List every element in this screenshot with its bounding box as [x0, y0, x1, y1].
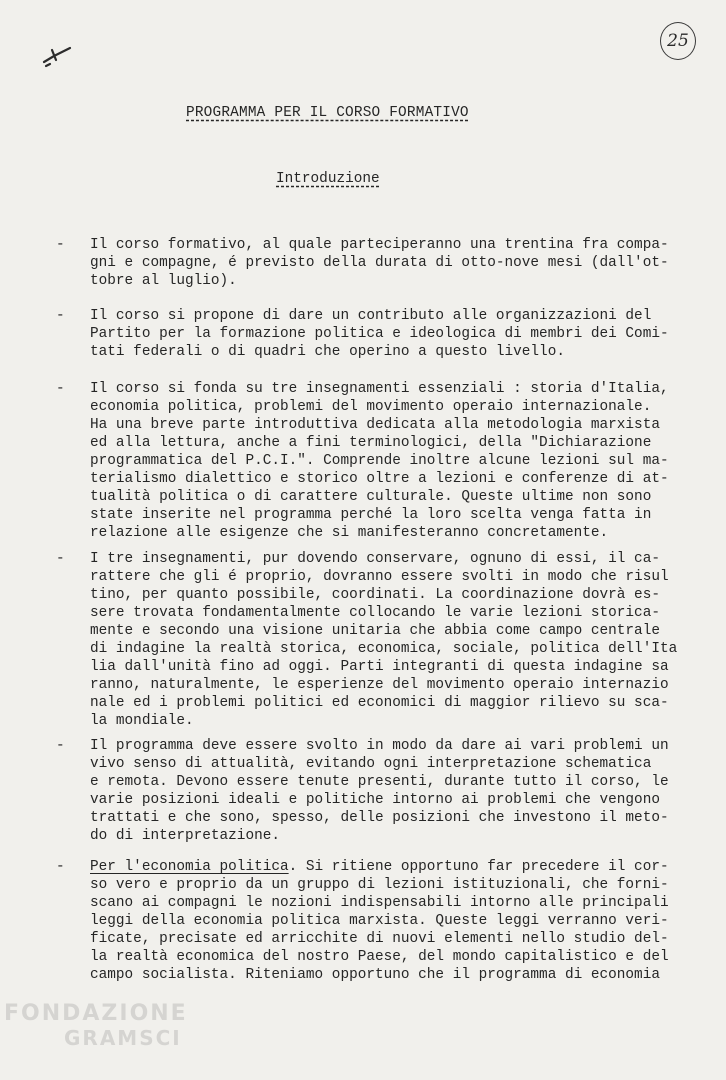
paragraph-text [90, 550, 690, 730]
text-line: tati federali o di quadri che operino a questo livello. [90, 344, 565, 360]
bullet-dash: - [56, 381, 65, 397]
text-line: la realtà economica del nostro Paese, del mondo capitalistico e del [90, 949, 669, 965]
text-line: trattati e che sono, spesso, delle posizioni che investono il meto- [90, 810, 669, 826]
text-line: mente e secondo una visione unitaria che abbia come campo centrale [90, 623, 660, 639]
paragraph-text [90, 737, 690, 845]
bullet-dash: - [56, 738, 65, 754]
text-line: I tre insegnamenti, pur dovendo conservare, ognuno di essi, il ca- [90, 551, 660, 567]
text-line: di indagine la realtà storica, economica, sociale, politica dell'Ita [90, 641, 678, 657]
text-line: scano ai compagni le nozioni indispensabili intorno alle principali [90, 895, 669, 911]
text-line: terialismo dialettico e storico oltre a lezioni e conferenze di at- [90, 471, 669, 487]
text-line: gni e compagne, é previsto della durata di otto-nove mesi (dall'ot- [90, 255, 669, 271]
text-line: tino, per quanto possibile, coordinati. La coordinazione dovrà es- [90, 587, 660, 603]
paragraph-text [90, 236, 690, 290]
text-line: state inserite nel programma perché la loro scelta venga fatta in [90, 507, 652, 523]
text-line: do di interpretazione. [90, 828, 280, 844]
page-number: 25 [660, 22, 696, 60]
text-line: la mondiale. [90, 713, 194, 729]
text-line: sere trovata fondamentalmente collocando le varie lezioni storica- [90, 605, 660, 621]
text-line: rattere che gli é proprio, dovranno essere svolti in modo che risul [90, 569, 669, 585]
ink-mark-icon [40, 40, 80, 74]
text-line: nale ed i problemi politici ed economici di maggior rilievo su sca- [90, 695, 669, 711]
text-line: campo socialista. Riteniamo opportuno che il programma di economia [90, 967, 660, 983]
text-line: e remota. Devono essere tenute presenti, durante tutto il corso, le [90, 774, 669, 790]
bullet-dash: - [56, 308, 65, 324]
text-line: relazione alle esigenze che si manifesteranno concretamente. [90, 525, 609, 541]
watermark-line: GRAMSCI [64, 1026, 182, 1050]
section-heading: Introduzione [276, 171, 380, 187]
watermark-logo [4, 1002, 188, 1050]
text-line: lia dall'unità fino ad oggi. Parti integranti di questa indagine sa [90, 659, 669, 675]
text-line: Ha una breve parte introduttiva dedicata alla metodologia marxista [90, 417, 660, 433]
bullet-dash: - [56, 859, 65, 875]
text-line: varie posizioni ideali e politiche intorno ai problemi che vengono [90, 792, 660, 808]
text-line-rest: . Si ritiene opportuno far precedere il cor- [288, 859, 669, 875]
text-line: ed alla lettura, anche a fini terminologici, della "Dichiarazione [90, 435, 652, 451]
bullet-dash: - [56, 551, 65, 567]
text-line: so vero e proprio da un gruppo di lezioni istituzionali, che forni- [90, 877, 669, 893]
section-lead-underlined: Per l'economia politica [90, 859, 289, 875]
document-title: PROGRAMMA PER IL CORSO FORMATIVO [186, 105, 469, 121]
paragraph-text [90, 858, 690, 984]
text-line: Partito per la formazione politica e ideologica di membri dei Comi- [90, 326, 669, 342]
text-line: vivo senso di attualità, evitando ogni interpretazione schematica [90, 756, 652, 772]
text-line: leggi della economia politica marxista. Queste leggi verranno veri- [90, 913, 669, 929]
text-line [90, 858, 690, 876]
watermark-line: FONDAZIONE [4, 1001, 188, 1026]
text-line: programmatica del P.C.I.". Comprende inoltre alcune lezioni sul ma- [90, 453, 669, 469]
paragraph-text [90, 307, 690, 361]
text-line: Il corso si fonda su tre insegnamenti essenziali : storia d'Italia, [90, 381, 669, 397]
text-line: economia politica, problemi del movimento operaio internazionale. [90, 399, 652, 415]
text-line: tualità politica o di carattere culturale. Queste ultime non sono [90, 489, 652, 505]
text-line: Il corso formativo, al quale parteciperanno una trentina fra compa- [90, 237, 669, 253]
text-line: ranno, naturalmente, le esperienze del movimento operaio internazio [90, 677, 669, 693]
text-line: tobre al luglio). [90, 273, 237, 289]
text-line: ficate, precisate ed arricchite di nuovi elementi nello studio del- [90, 931, 669, 947]
text-line: Il corso si propone di dare un contributo alle organizzazioni del [90, 308, 652, 324]
paragraph-text [90, 380, 690, 542]
text-line: Il programma deve essere svolto in modo da dare ai vari problemi un [90, 738, 669, 754]
bullet-dash: - [56, 237, 65, 253]
